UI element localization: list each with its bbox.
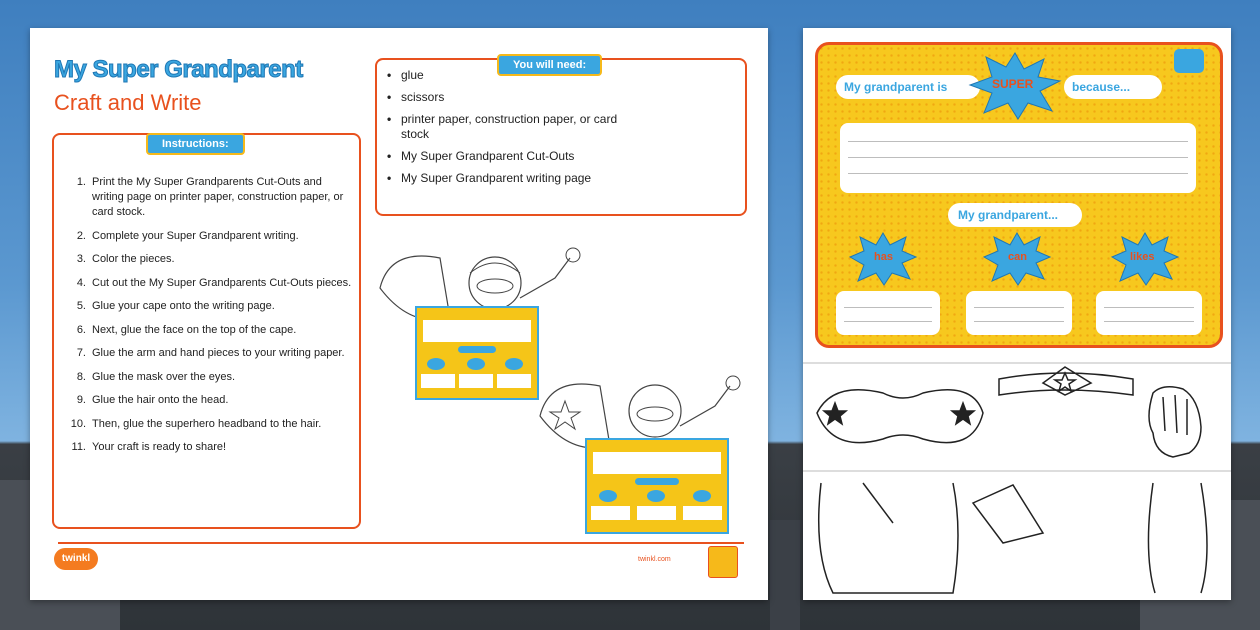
headband-cutout	[999, 367, 1133, 395]
instruction-step: 9. Glue the hair onto the head.	[76, 394, 229, 406]
hand-cutout	[1149, 387, 1201, 457]
prompt-end: because...	[1064, 75, 1162, 99]
instruction-step: 1. Print the My Super Grandparents Cut-Outs and writing page on printer paper, construction paper, or card stock.	[76, 176, 344, 218]
burst-label-has: has	[874, 251, 893, 263]
mini-writing-page-1	[415, 306, 539, 400]
footer-url: twinkl.com	[638, 556, 671, 563]
instruction-step: 4. Cut out the My Super Grandparents Cut-Outs pieces.	[76, 276, 352, 289]
twinkl-corner-icon	[1174, 49, 1204, 73]
arm-cutout	[1148, 483, 1207, 593]
title-line-2: Craft and Write	[54, 90, 202, 115]
mask-cutout	[817, 390, 983, 443]
instruction-sheet	[30, 28, 768, 600]
writing-box-has	[836, 291, 940, 335]
writing-page	[815, 42, 1223, 348]
materials-box	[375, 58, 747, 216]
instructions-heading: Instructions:	[146, 133, 245, 155]
award-badge-icon	[708, 546, 738, 578]
materials-list	[387, 68, 627, 193]
material-item: • My Super Grandparent Cut-Outs	[387, 149, 575, 163]
cutouts-sheet	[803, 28, 1231, 600]
instruction-step: 2. Complete your Super Grandparent writing.	[76, 229, 299, 242]
instruction-step: 8. Glue the mask over the eyes.	[76, 370, 236, 383]
footer-divider	[58, 542, 744, 544]
material-item: • glue	[387, 68, 424, 82]
prompt-start: My grandparent is	[836, 75, 980, 99]
twinkl-logo: twinkl	[54, 548, 98, 570]
instruction-step: 3. Color the pieces.	[76, 253, 175, 265]
burst-label-can: can	[1008, 251, 1027, 263]
material-item: • printer paper, construction paper, or card stock	[387, 112, 618, 141]
instruction-step: 10. Then, glue the superhero headband to the hair.	[70, 417, 322, 430]
instructions-list	[70, 175, 355, 464]
writing-box-can	[966, 291, 1072, 335]
material-item: • scissors	[387, 90, 445, 104]
instructions-box	[52, 133, 361, 529]
material-item: • My Super Grandparent writing page	[387, 171, 592, 185]
writing-box-likes	[1096, 291, 1202, 335]
subheading: My grandparent...	[948, 203, 1082, 227]
cutout-pieces	[803, 353, 1231, 600]
writing-lines-main	[840, 123, 1196, 193]
materials-heading: You will need:	[497, 54, 602, 76]
cape-cutout	[819, 483, 1043, 593]
instruction-step: 6. Next, glue the face on the top of the cape.	[76, 323, 297, 336]
burst-word: SUPER	[992, 77, 1034, 91]
instruction-step: 7. Glue the arm and hand pieces to your writing paper.	[76, 347, 345, 359]
burst-label-likes: likes	[1130, 251, 1155, 263]
mini-writing-page-2	[585, 438, 729, 534]
instruction-step: 5. Glue your cape onto the writing page.	[76, 300, 275, 312]
title-line-1: My Super Grandparent	[54, 56, 303, 83]
instruction-step: 11. Your craft is ready to share!	[71, 441, 227, 453]
